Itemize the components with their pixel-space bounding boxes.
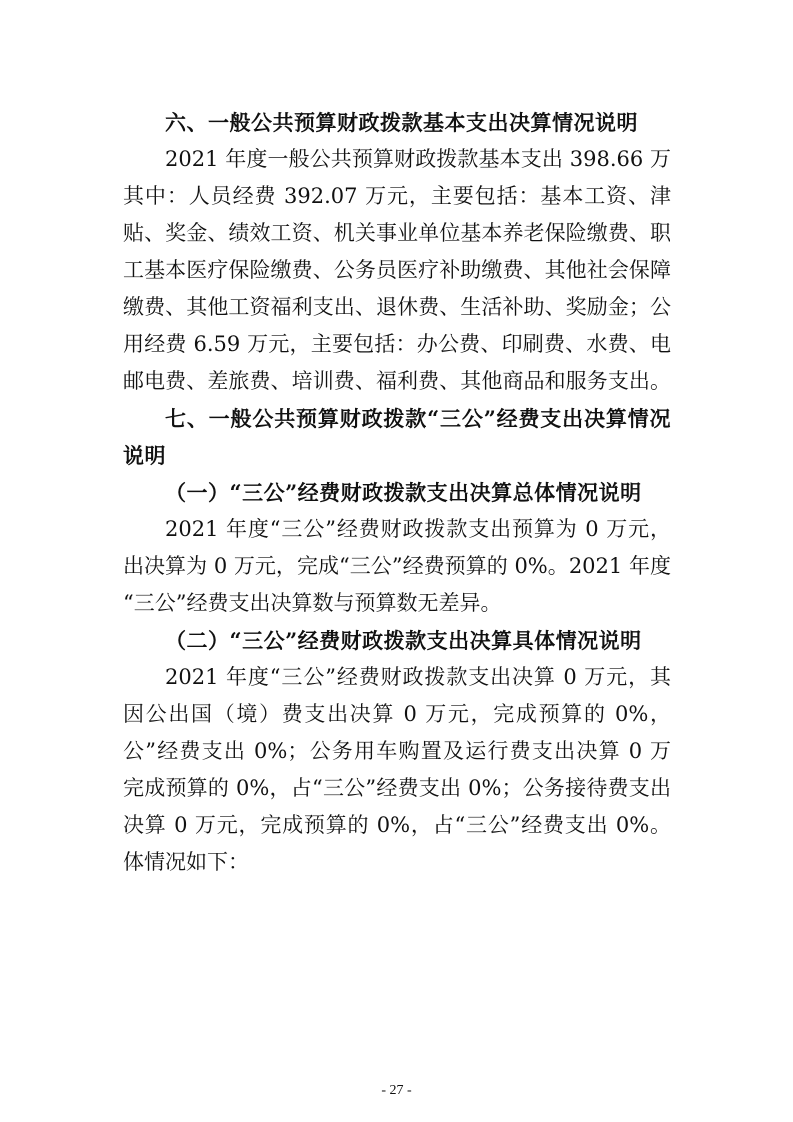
- section-7-heading: 七、一般公共预算财政拨款“三公”经费支出决算情况: [165, 406, 671, 431]
- text-line: 2021 年度“三公”经费财政拨款支出预算为 0 万元，: [165, 517, 671, 541]
- text-line: 其中：人员经费 392.07 万元，主要包括：基本工资、津: [123, 184, 671, 208]
- text-line: 公”经费支出 0%；公务用车购置及运行费支出决算 0 万: [123, 739, 671, 763]
- page-number: - 27 -: [381, 1083, 412, 1098]
- text-line: 出决算为 0 万元，完成“三公”经费预算的 0%。2021 年度: [123, 554, 671, 578]
- subsection-2-paragraph: [123, 659, 671, 881]
- subsection-1-paragraph: [123, 511, 671, 622]
- text-line: 因公出国（境）费支出决算 0 万元，完成预算的 0%，: [123, 702, 671, 726]
- text-line: 2021 年度“三公”经费财政拨款支出决算 0 万元，其: [165, 665, 671, 689]
- text-line: 贴、奖金、绩效工资、机关事业单位基本养老保险缴费、职: [123, 221, 671, 245]
- section-6-paragraph: [123, 141, 671, 400]
- section-6-heading: 六、一般公共预算财政拨款基本支出决算情况说明: [165, 110, 638, 135]
- subsection-2-heading: （二）“三公”经费财政拨款支出决算具体情况说明: [165, 628, 642, 653]
- text-line: 邮电费、差旅费、培训费、福利费、其他商品和服务支出。: [123, 369, 671, 393]
- text-line: 体情况如下：: [123, 850, 249, 874]
- text-line: “三公”经费支出决算数与预算数无差异。: [123, 591, 502, 615]
- text-line: 完成预算的 0%，占“三公”经费支出 0%；公务接待费支出: [123, 776, 671, 800]
- subsection-1-heading: （一）“三公”经费财政拨款支出决算总体情况说明: [165, 480, 642, 505]
- document-body: [123, 104, 671, 881]
- text-line: 决算 0 万元，完成预算的 0%，占“三公”经费支出 0%。: [123, 813, 671, 837]
- text-line: 缴费、其他工资福利支出、退休费、生活补助、奖励金；公: [123, 295, 671, 319]
- text-line: 用经费 6.59 万元，主要包括：办公费、印刷费、水费、电: [123, 332, 671, 356]
- text-line: 工基本医疗保险缴费、公务员医疗补助缴费、其他社会保障: [123, 258, 671, 282]
- section-7-heading-continued: 说明: [123, 443, 166, 468]
- text-line: 2021 年度一般公共预算财政拨款基本支出 398.66 万: [165, 147, 671, 171]
